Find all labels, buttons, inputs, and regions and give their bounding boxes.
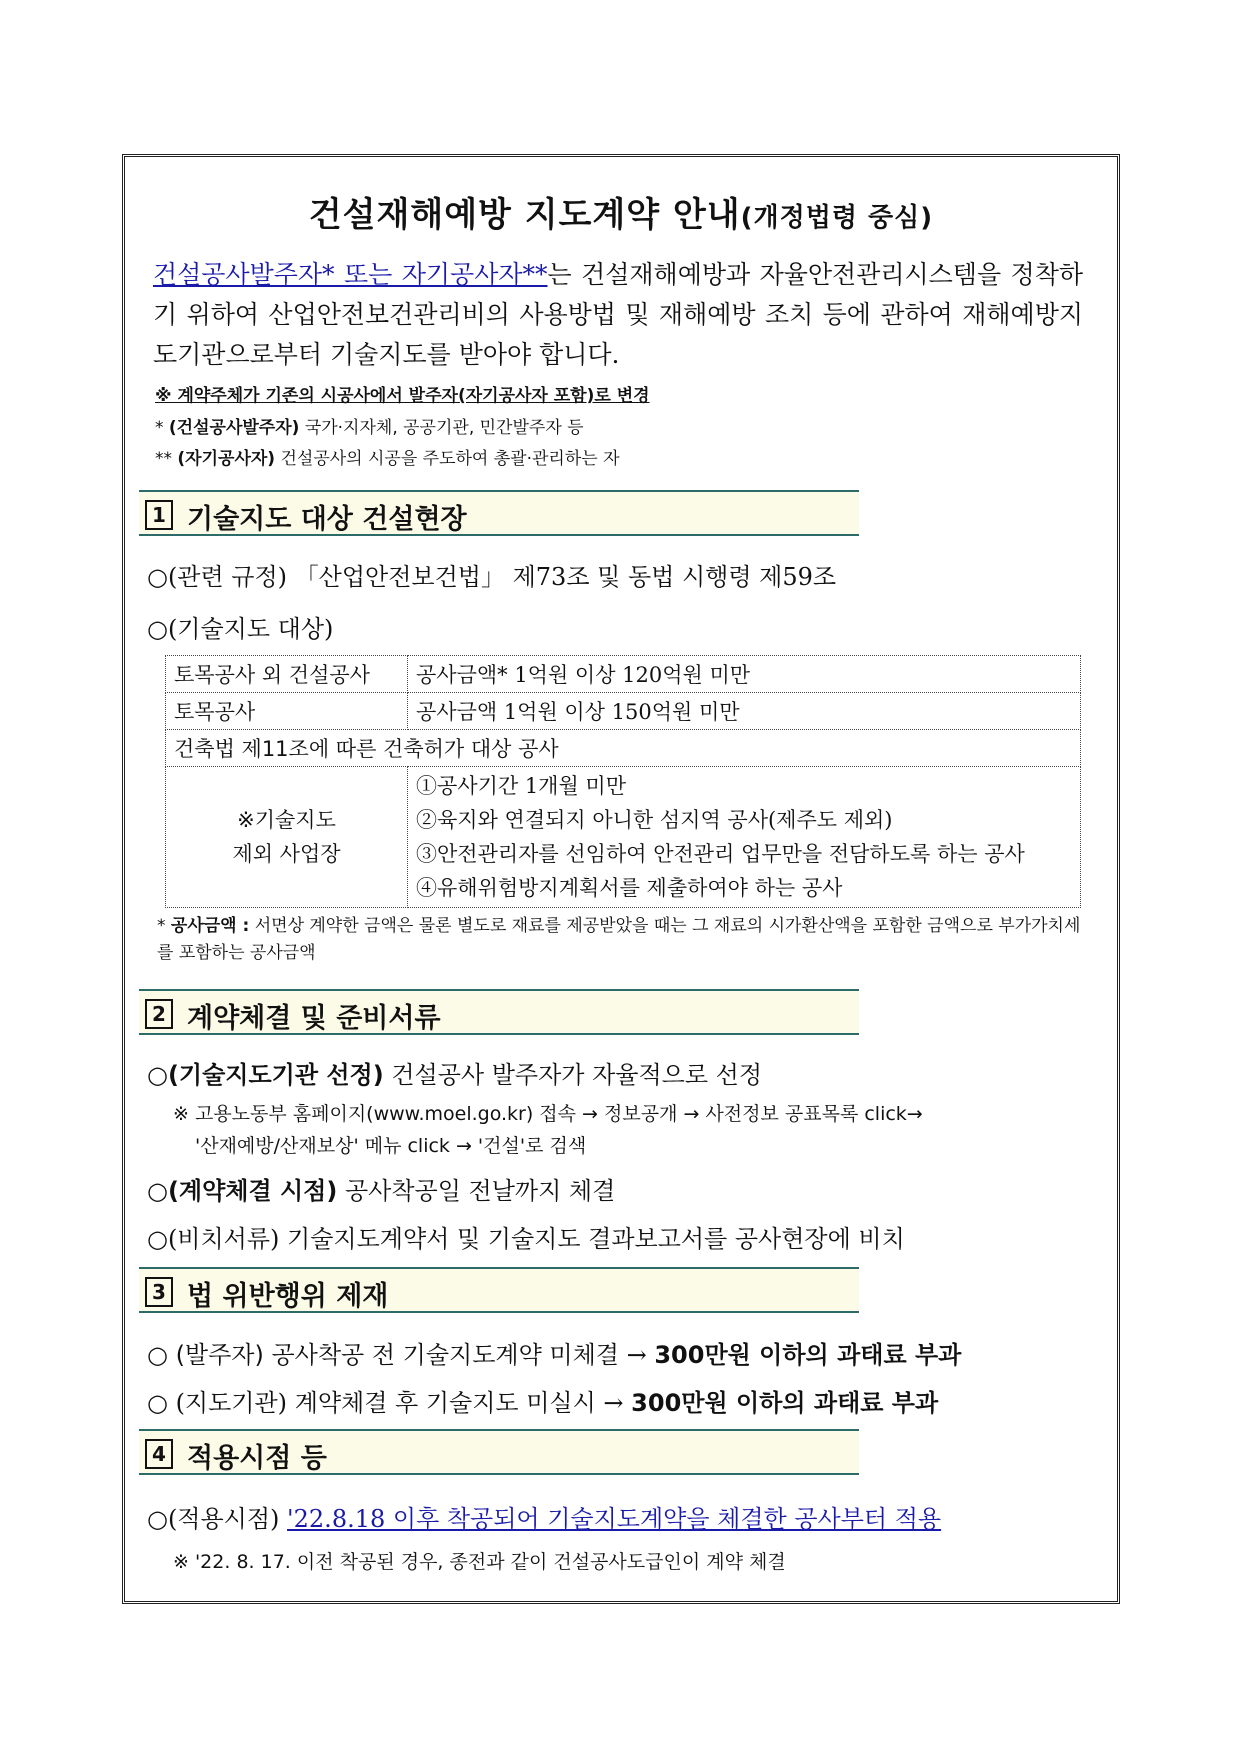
- s3-owner-line: [147, 1335, 961, 1370]
- section-title: 법 위반행위 제재: [187, 1281, 389, 1312]
- exclusion-item: ③안전관리자를 선임하여 안전관리 업무만을 전담하도록 하는 공사: [416, 842, 1025, 866]
- line-head: ○(기술지도기관 선정): [147, 1061, 384, 1089]
- line-head: ○(기술지도 대상): [147, 615, 334, 643]
- note-owner: [155, 413, 584, 438]
- section-number: 4: [145, 1439, 173, 1469]
- table-cell: 토목공사: [166, 693, 408, 730]
- section-number: 1: [145, 500, 173, 530]
- line-head: ○(계약체결 시점): [147, 1177, 338, 1205]
- section-2-header: [139, 989, 859, 1035]
- line-head: ○(적용시점): [147, 1505, 280, 1533]
- line-text: 공사착공일 전날까지 체결: [344, 1177, 616, 1205]
- page-title: [125, 187, 1117, 236]
- line-head: ○(비치서류): [147, 1225, 280, 1253]
- exclusion-label: [166, 767, 408, 908]
- exclusion-item: ②육지와 연결되지 아니한 섬지역 공사(제주도 제외): [416, 808, 893, 832]
- exclusion-label-line: ※기술지도: [237, 808, 336, 832]
- line-text: 건설공사 발주자가 자율적으로 선정: [391, 1061, 763, 1089]
- s2-note-2: '산재예방/산재보상' 메뉴 click → '건설'로 검색: [195, 1135, 587, 1157]
- penalty-text: 300만원 이하의 과태료 부과: [631, 1389, 939, 1417]
- table-cell: 공사금액* 1억원 이상 120억원 미만: [408, 656, 1081, 693]
- exclusion-item: ①공사기간 1개월 미만: [416, 774, 626, 798]
- note-mark: *: [155, 418, 164, 438]
- s1-target-line: [147, 609, 333, 644]
- table-row: [166, 693, 1081, 730]
- line-text: 「산업안전보건법」 제73조 및 동법 시행령 제59조: [294, 563, 837, 591]
- section-1-header: [139, 490, 859, 536]
- exclusion-item: ④유해위험방지계획서를 제출하여야 하는 공사: [416, 876, 843, 900]
- section-3-header: [139, 1267, 859, 1313]
- intro-paragraph: [153, 255, 1083, 375]
- title-sub: (개정법령 중심): [740, 203, 934, 233]
- section-number: 3: [145, 1277, 173, 1307]
- line-head: ○ (지도기관): [147, 1389, 288, 1417]
- note-self-builder: [155, 444, 620, 469]
- section-number: 2: [145, 999, 173, 1029]
- s2-documents-line: [147, 1219, 905, 1254]
- exclusion-list: [408, 767, 1081, 908]
- table-cell: 토목공사 외 건설공사: [166, 656, 408, 693]
- s2-timing-line: [147, 1171, 615, 1206]
- footnote-text: 서면상 계약한 금액은 물론 별도로 재료를 제공받았을 때는 그 재료의 시가환산액을 포함한 금액으로 부가가치세를 포함하는 공사금액: [157, 916, 1081, 963]
- s2-note-1: ※ 고용노동부 홈페이지(www.moel.go.kr) 접속 → 정보공개 → 사전정보 공표목록 click→: [173, 1103, 923, 1125]
- table-row: [166, 656, 1081, 693]
- title-main: 건설재해예방 지도계약 안내: [308, 195, 741, 235]
- note-term: (자기공사자): [177, 449, 276, 469]
- exclusion-label-line: 제외 사업장: [232, 842, 341, 866]
- note-text: 건설공사의 시공을 주도하여 총괄·관리하는 자: [280, 449, 620, 469]
- line-text: 공사착공 전 기술지도계약 미체결 →: [271, 1341, 647, 1369]
- note-term: (건설공사발주자): [168, 418, 300, 438]
- target-table: [165, 655, 1081, 908]
- s2-agency-line: [147, 1055, 762, 1090]
- contract-change-note: ※ 계약주체가 기존의 시공사에서 발주자(자기공사자 포함)로 변경: [155, 386, 650, 406]
- s4-effective-line: [147, 1499, 941, 1534]
- s3-agency-line: [147, 1383, 938, 1418]
- document-frame: [122, 154, 1120, 1604]
- section-4-header: [139, 1429, 859, 1475]
- penalty-text: 300만원 이하의 과태료 부과: [654, 1341, 962, 1369]
- s1-law-line: [147, 557, 836, 592]
- table-row: [166, 767, 1081, 908]
- section-title: 기술지도 대상 건설현장: [187, 504, 467, 535]
- intro-highlight: 건설공사발주자* 또는 자기공사자**: [153, 260, 548, 289]
- section-title: 계약체결 및 준비서류: [187, 1003, 441, 1034]
- footnote-mark: *: [157, 916, 166, 936]
- line-text: 기술지도계약서 및 기술지도 결과보고서를 공사현장에 비치: [287, 1225, 905, 1253]
- line-head: ○ (발주자): [147, 1341, 264, 1369]
- effective-date-text: '22.8.18 이후 착공되어 기술지도계약을 체결한 공사부터 적용: [287, 1505, 942, 1533]
- table-row: [166, 730, 1081, 767]
- amount-footnote: [157, 913, 1089, 967]
- note-text: 국가·지자체, 공공기관, 민간발주자 등: [304, 418, 584, 438]
- section-title: 적용시점 등: [187, 1443, 327, 1474]
- footnote-term: 공사금액 :: [170, 916, 250, 936]
- intro-text: 는 건설재해예방과 자율안전관리시스템을 정착하기 위하여 산업안전보건관리비의 사용방법 및 재해예방 조치 등에 관하여 재해예방지도기관으로부터 기술지도를 받아야 합니다.: [153, 260, 1083, 369]
- s4-note: ※ '22. 8. 17. 이전 착공된 경우, 종전과 같이 건설공사도급인이 계약 체결: [173, 1551, 786, 1573]
- table-cell: 건축법 제11조에 따른 건축허가 대상 공사: [166, 730, 1081, 767]
- line-head: ○(관련 규정): [147, 563, 288, 591]
- table-cell: 공사금액 1억원 이상 150억원 미만: [408, 693, 1081, 730]
- note-mark: **: [155, 449, 172, 469]
- line-text: 계약체결 후 기술지도 미실시 →: [294, 1389, 624, 1417]
